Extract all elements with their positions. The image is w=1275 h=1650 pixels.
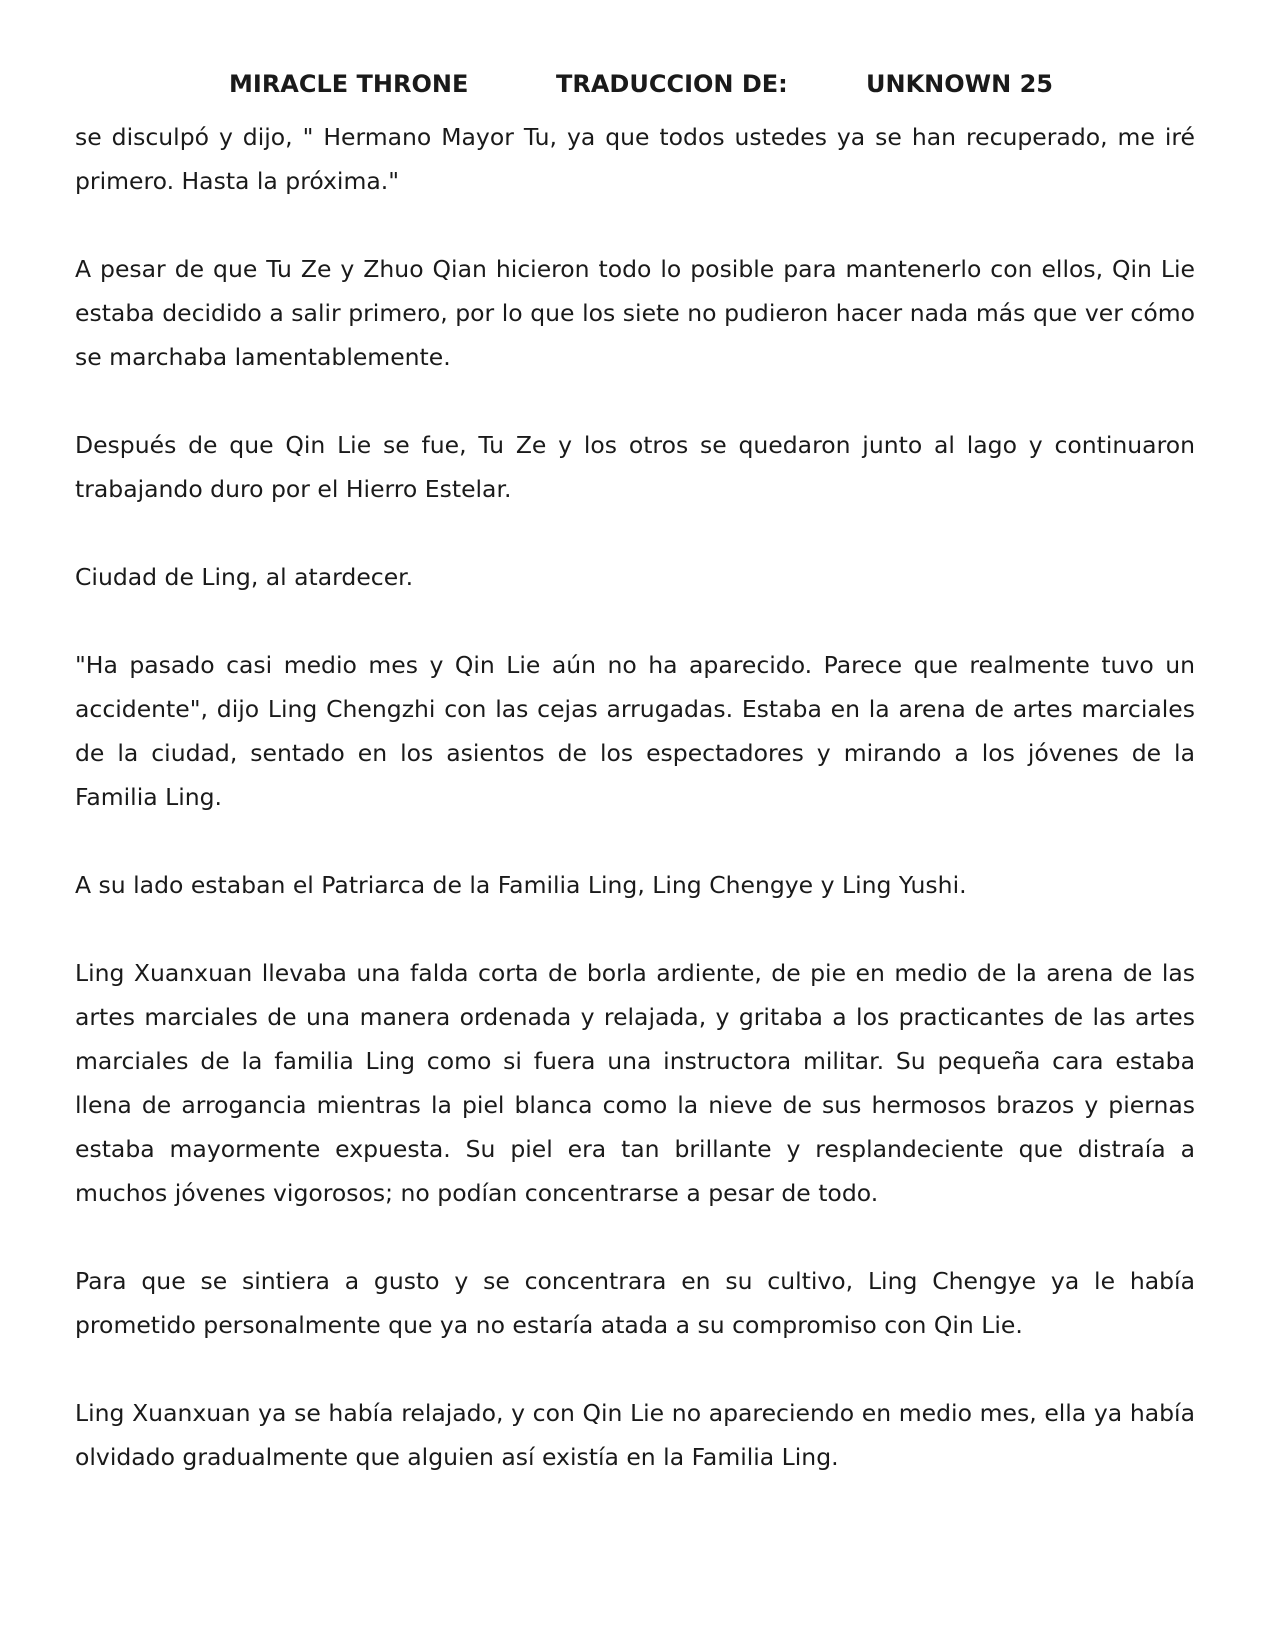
header-title: MIRACLE THRONE <box>229 70 469 98</box>
paragraph: Después de que Qin Lie se fue, Tu Ze y los otros se quedaron junto al lago y continuaron trabajando duro por el Hierro Estelar. <box>75 431 1195 503</box>
document-body <box>75 115 1195 1523</box>
paragraph: Ling Xuanxuan ya se había relajado, y con Qin Lie no apareciendo en medio mes, ella ya había olvidado gradualmente que alguien así existía en la Familia Ling. <box>75 1399 1195 1471</box>
paragraph: A pesar de que Tu Ze y Zhuo Qian hicieron todo lo posible para mantenerlo con ellos, Qin Lie estaba decidido a salir primero, por lo que los siete no pudieron hacer nada más que ver cómo se marchaba lamentablemente. <box>75 255 1195 371</box>
paragraph: A su lado estaban el Patriarca de la Familia Ling, Ling Chengye y Ling Yushi. <box>75 871 967 899</box>
page-header <box>0 70 1275 104</box>
paragraph: Ling Xuanxuan llevaba una falda corta de borla ardiente, de pie en medio de la arena de las artes marciales de una manera ordenada y relajada, y gritaba a los practicantes de las artes marciales de la familia Ling como si fuera una instructora militar. Su pequeña cara estaba llena de arrogancia mientras la piel blanca como la nieve de sus hermosos brazos y piernas estaba mayormente expuesta. Su piel era tan brillante y resplandeciente que distraía a muchos jóvenes vigorosos; no podían concentrarse a pesar de todo. <box>75 959 1195 1207</box>
paragraph: "Ha pasado casi medio mes y Qin Lie aún no ha aparecido. Parece que realmente tuvo un accidente", dijo Ling Chengzhi con las cejas arrugadas. Estaba en la arena de artes marciales de la ciudad, sentado en los asientos de los espectadores y mirando a los jóvenes de la Familia Ling. <box>75 651 1195 811</box>
header-translator: UNKNOWN 25 <box>866 70 1053 98</box>
paragraph: Para que se sintiera a gusto y se concentrara en su cultivo, Ling Chengye ya le había prometido personalmente que ya no estaría atada a su compromiso con Qin Lie. <box>75 1267 1195 1339</box>
paragraph: se disculpó y dijo, " Hermano Mayor Tu, ya que todos ustedes ya se han recuperado, me iré primero. Hasta la próxima." <box>75 123 1195 195</box>
header-translation-label: TRADUCCION DE: <box>556 70 788 98</box>
paragraph: Ciudad de Ling, al atardecer. <box>75 563 414 591</box>
